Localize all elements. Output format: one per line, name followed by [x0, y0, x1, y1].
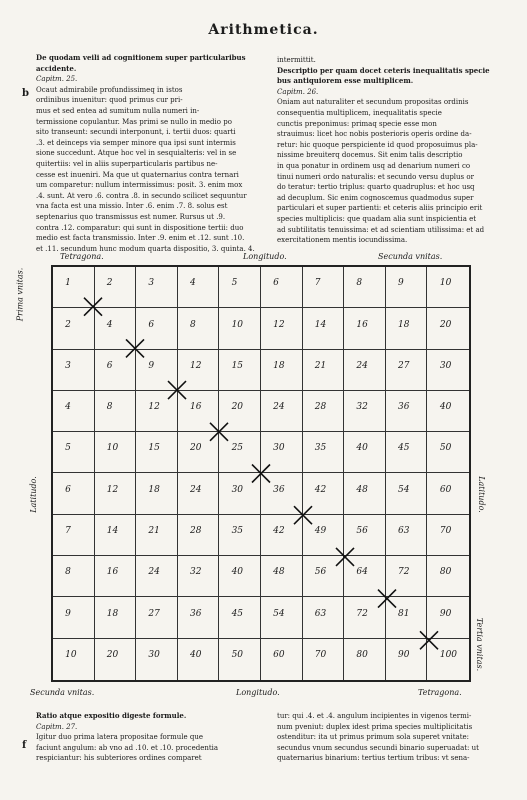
- table-cell: [53, 391, 95, 432]
- table-cell: [427, 308, 469, 349]
- cell-value: 50: [231, 650, 244, 661]
- cell-value: 48: [273, 567, 285, 578]
- text-line: ordinibus inuenitur: quod primus cur pri-: [36, 96, 183, 105]
- table-cell: [136, 473, 178, 514]
- table-cell: [427, 350, 469, 391]
- cell-value: 40: [231, 567, 244, 578]
- left-caption: Capitm. 25.: [36, 75, 78, 84]
- text-line: num pveniut: duplex idest prima species multiplicitatis: [277, 722, 473, 731]
- table-cell: [95, 350, 137, 391]
- table-cell: [53, 267, 95, 308]
- table-cell: [427, 597, 469, 638]
- left-body: [36, 85, 258, 255]
- cell-value: 36: [189, 608, 202, 619]
- table-cell: [261, 597, 303, 638]
- table-cell: [303, 267, 345, 308]
- table-cell: [427, 556, 469, 597]
- cell-value: 15: [148, 443, 160, 454]
- label-bottom-right: Tetragona.: [418, 688, 462, 697]
- bottom-left-heading: Ratio atque expositio digeste formule.: [36, 711, 187, 720]
- text-line: tinui numeri ordo naturalis: et secundo versu duplus or: [277, 172, 474, 181]
- cell-value: 64: [356, 567, 368, 578]
- table-cell: [178, 391, 220, 432]
- cell-value: 21: [148, 526, 160, 537]
- text-line: in qua ponatur in ordinem usq ad denarium numeri co: [277, 161, 471, 170]
- cell-value: 7: [314, 278, 321, 289]
- cell-value: 3: [65, 360, 71, 371]
- table-cell: [386, 308, 428, 349]
- table-cell: [95, 639, 137, 680]
- cell-value: 35: [231, 526, 244, 537]
- cell-value: 25: [231, 443, 244, 454]
- cell-value: 10: [106, 443, 119, 454]
- table-cell: [261, 308, 303, 349]
- cell-value: 9: [65, 608, 71, 619]
- text-line: exercitationem mentis iocundissima.: [277, 236, 408, 245]
- cell-value: 70: [439, 526, 452, 537]
- table-cell: [178, 350, 220, 391]
- table-cell: [136, 432, 178, 473]
- label-right-mid: Latitudo.: [476, 476, 486, 513]
- cell-value: 2: [65, 319, 71, 330]
- cell-value: 63: [314, 608, 327, 619]
- cell-value: 42: [314, 484, 327, 495]
- table-cell: [136, 267, 178, 308]
- table-cell: [219, 267, 261, 308]
- table-cell: [427, 515, 469, 556]
- text-line: ad decuplum. Sic enim cognoscemus quadmodus super: [277, 193, 474, 202]
- table-cell: [344, 432, 386, 473]
- text-line: cesse est inueniri. Ma que ut quaternarius contra ternari: [36, 170, 239, 179]
- text-line: strauimus: licet hoc nobis posterioris operis ordine da-: [277, 130, 472, 139]
- label-left-mid: Latitudo.: [28, 476, 38, 513]
- label-top-left: Tetragona.: [60, 252, 104, 261]
- cell-value: 49: [314, 526, 327, 537]
- right-heading: Descriptio per quam docet ceteris inequalitatis specie bus antiquiorem esse multiplicem.: [277, 65, 490, 86]
- text-line: respiciantur: his subteriores ordines comparet: [36, 754, 202, 763]
- page-title: Arithmetica.: [208, 22, 319, 38]
- cell-value: 10: [231, 319, 244, 330]
- table-cell: [53, 473, 95, 514]
- table-cell: [344, 556, 386, 597]
- table-cell: [386, 432, 428, 473]
- table-cell: [344, 350, 386, 391]
- text-line: quaternarius binarium: tertius tertium tribus: vt sena-: [277, 754, 470, 763]
- table-cell: [261, 391, 303, 432]
- table-cell: [95, 432, 137, 473]
- cell-value: 81: [397, 608, 410, 619]
- cell-value: 10: [65, 650, 77, 661]
- cell-value: 14: [106, 526, 119, 537]
- cell-value: 20: [189, 443, 202, 454]
- table-cell: [178, 267, 220, 308]
- cell-value: 80: [439, 567, 452, 578]
- table-cell: [219, 391, 261, 432]
- cell-value: 27: [148, 608, 160, 619]
- cell-value: 8: [189, 319, 196, 330]
- table-cell: [427, 432, 469, 473]
- text-line: secundus vnum secundus secundi binario superuadat: ut: [277, 743, 479, 752]
- label-bottom-left: Secunda vnitas.: [30, 688, 95, 697]
- table-cell: [219, 350, 261, 391]
- table-cell: [261, 473, 303, 514]
- table-cell: [261, 350, 303, 391]
- table-cell: [303, 308, 345, 349]
- text-line: sito transeunt: secundi interponunt, i. tertii duos: quarti: [36, 128, 236, 137]
- cell-value: 2: [106, 278, 113, 289]
- left-column: [36, 53, 258, 254]
- table-cell: [178, 515, 220, 556]
- cell-value: 6: [148, 319, 155, 330]
- table-cell: [261, 267, 303, 308]
- cell-value: 4: [65, 402, 71, 413]
- text-line: particulari et super partienti: et ceteris aliis principio erit: [277, 204, 483, 213]
- text-line: sione succedunt. Atque hoc vel in sesquialteris: vel in se: [36, 149, 237, 158]
- text-line: consequentia multiplicem, inequalitatis specie: [277, 108, 442, 117]
- text-line: quitertiis: vel in aliis superparticularis partibus ne-: [36, 159, 218, 168]
- cell-value: 40: [189, 650, 202, 661]
- cell-value: 24: [356, 360, 368, 371]
- cell-value: 12: [189, 360, 202, 371]
- text-line: retur: hic quoque perspiciente id quod proposuimus pla-: [277, 140, 478, 149]
- cell-value: 4: [106, 319, 113, 330]
- table-cell: [344, 639, 386, 680]
- bottom-left-column: [36, 711, 258, 764]
- cell-value: 7: [65, 526, 71, 537]
- right-column: [277, 55, 499, 246]
- cell-value: 10: [439, 278, 452, 289]
- table-cell: [219, 432, 261, 473]
- label-bottom-center: Longitudo.: [236, 688, 280, 697]
- cell-value: 6: [65, 484, 71, 495]
- cell-value: 54: [273, 608, 285, 619]
- cell-value: 18: [148, 484, 160, 495]
- bottom-left-caption: Capitm. 27.: [36, 722, 78, 731]
- text-line: ad subtilitatis tenuissima: et ad scientiam utilissima: et ad: [277, 225, 485, 234]
- cell-value: 56: [314, 567, 327, 578]
- table-cell: [344, 515, 386, 556]
- cell-value: 35: [314, 443, 327, 454]
- cell-value: 16: [189, 402, 202, 413]
- cell-value: 24: [189, 484, 202, 495]
- text-line: cunctis preponimus: primaq specie esse mon: [277, 119, 437, 128]
- cell-value: 40: [356, 443, 368, 454]
- cell-value: 6: [106, 360, 113, 371]
- marginal-letter: b: [22, 88, 29, 99]
- multiplication-table: [51, 265, 471, 682]
- cell-value: 40: [439, 402, 452, 413]
- cell-value: 12: [148, 402, 160, 413]
- table-cell: [95, 391, 137, 432]
- table-cell: [386, 597, 428, 638]
- cell-value: 5: [231, 278, 238, 289]
- text-line: Oniam aut naturaliter et secundum propositas ordinis: [277, 98, 469, 107]
- table-cell: [303, 432, 345, 473]
- text-line: .4. sunt. At vero .6. contra .8. in secundo scilicet sequuntur: [36, 191, 247, 200]
- table-cell: [53, 556, 95, 597]
- table-cell: [53, 515, 95, 556]
- table-cell: [219, 515, 261, 556]
- table-cell: [136, 556, 178, 597]
- table-cell: [136, 597, 178, 638]
- cell-value: 45: [397, 443, 410, 454]
- right-lead: intermittit.: [277, 56, 316, 64]
- text-line: mus et sed entea ad sumitum nulla numeri in-: [36, 106, 200, 115]
- text-line: medio est facta transmissio. Inter .9. enim et .12. sunt .10.: [36, 234, 245, 243]
- table-cell: [53, 308, 95, 349]
- cell-value: 8: [65, 567, 71, 578]
- cell-value: 56: [356, 526, 368, 537]
- table-cell: [386, 556, 428, 597]
- cell-value: 6: [273, 278, 279, 289]
- table-cell: [178, 308, 220, 349]
- label-right-bottom: Tertia vnitas.: [475, 617, 485, 672]
- label-left-top: Prima vnitas.: [15, 267, 25, 322]
- text-line: vna facta est una missio. Inter .6. enim .7. 8. solus est: [36, 202, 228, 211]
- table-cell: [95, 473, 137, 514]
- table-cell: [344, 391, 386, 432]
- cell-value: 50: [439, 443, 452, 454]
- table-cell: [219, 473, 261, 514]
- table-cell: [427, 267, 469, 308]
- text-line: ostenditur: ita ut primus primum sola superet vnitate:: [277, 733, 470, 742]
- table-cell: [53, 350, 95, 391]
- cell-value: 36: [273, 484, 285, 495]
- right-caption: Capitm. 26.: [277, 87, 319, 96]
- cell-value: 16: [356, 319, 368, 330]
- text-line: faciunt angulum: ab vno ad .10. et .10. procedentia: [36, 743, 219, 752]
- cell-value: 8: [106, 402, 113, 413]
- text-line: species multiplicis: que quadam alia sunt inspicientia et: [277, 214, 477, 223]
- table-cell: [344, 597, 386, 638]
- table-cell: [136, 639, 178, 680]
- cell-value: 45: [231, 608, 244, 619]
- table-cell: [261, 432, 303, 473]
- cell-value: 42: [273, 526, 285, 537]
- text-line: Ocaut admirabile profundissimeq in istos: [36, 85, 183, 94]
- cell-value: 60: [439, 484, 452, 495]
- table-cell: [219, 639, 261, 680]
- cell-value: 3: [148, 278, 155, 289]
- cell-value: 20: [106, 650, 119, 661]
- table-cell: [95, 308, 137, 349]
- cell-value: 15: [231, 360, 244, 371]
- table-cell: [53, 597, 95, 638]
- table-cell: [178, 432, 220, 473]
- table-cell: [261, 639, 303, 680]
- table-cell: [136, 515, 178, 556]
- cell-value: 24: [148, 567, 160, 578]
- cell-value: 100: [439, 650, 458, 661]
- cell-value: 21: [314, 360, 327, 371]
- table-cell: [53, 639, 95, 680]
- text-line: .3. et deinceps via semper minore qua ipsi sunt intermis: [36, 138, 236, 147]
- cell-value: 72: [397, 567, 410, 578]
- text-line: do teratur: tertio triplus: quarto quadruplus: et hoc usq: [277, 183, 475, 192]
- table-cell: [303, 515, 345, 556]
- label-top-center: Longitudo.: [243, 252, 287, 261]
- table-cell: [178, 639, 220, 680]
- cell-value: 20: [231, 402, 244, 413]
- cell-value: 48: [356, 484, 368, 495]
- table-cell: [178, 473, 220, 514]
- cell-value: 90: [439, 608, 452, 619]
- table-cell: [261, 556, 303, 597]
- table-cell: [303, 391, 345, 432]
- cell-value: 63: [397, 526, 410, 537]
- cell-value: 30: [439, 360, 452, 371]
- text-line: contra .12. comparatur: qui sunt in dispositione tertii: duo: [36, 223, 244, 232]
- cell-value: 30: [231, 484, 244, 495]
- table-cell: [386, 391, 428, 432]
- text-line: um comparetur: nullum intermissimus: posit. 3. enim mox: [36, 181, 243, 190]
- table-cell: [386, 350, 428, 391]
- cell-value: 18: [106, 608, 119, 619]
- cell-value: 80: [356, 650, 368, 661]
- cell-value: 18: [397, 319, 410, 330]
- cell-value: 16: [106, 567, 119, 578]
- cell-value: 8: [356, 278, 363, 289]
- cell-value: 28: [314, 402, 327, 413]
- cell-value: 30: [273, 443, 285, 454]
- label-top-right: Secunda vnitas.: [378, 252, 443, 261]
- text-line: tur: qui .4. et .4. angulum incipientes in vigenos termi-: [277, 712, 472, 720]
- table-cell: [303, 473, 345, 514]
- text-line: septenarius quo transmissus est numer. Rursus ut .9.: [36, 212, 226, 221]
- cell-value: 72: [356, 608, 368, 619]
- table-cell: [386, 639, 428, 680]
- table-cell: [95, 597, 137, 638]
- cell-value: 54: [397, 484, 410, 495]
- table-cell: [344, 308, 386, 349]
- table-cell: [427, 639, 469, 680]
- text-line: nissime breuiterq docemus. Sit enim talis descriptio: [277, 151, 463, 160]
- cell-value: 5: [65, 443, 71, 454]
- cell-value: 20: [439, 319, 452, 330]
- cell-value: 27: [397, 360, 410, 371]
- cell-value: 28: [189, 526, 202, 537]
- text-line: Igitur duo prima latera propositae formule que: [36, 733, 203, 742]
- table-cell: [303, 556, 345, 597]
- table-cell: [219, 308, 261, 349]
- cell-value: 9: [148, 360, 155, 371]
- table-cell: [95, 267, 137, 308]
- table-cell: [219, 556, 261, 597]
- table-cell: [95, 556, 137, 597]
- cell-value: 14: [314, 319, 327, 330]
- cell-value: 18: [273, 360, 285, 371]
- cell-value: 1: [65, 278, 71, 289]
- cell-value: 70: [314, 650, 327, 661]
- table-cell: [136, 308, 178, 349]
- table-cell: [303, 350, 345, 391]
- cell-value: 32: [356, 402, 368, 413]
- table-cell: [136, 391, 178, 432]
- table-cell: [178, 597, 220, 638]
- cell-value: 30: [148, 650, 160, 661]
- table-cell: [427, 473, 469, 514]
- right-body: [277, 97, 499, 245]
- table-cell: [427, 391, 469, 432]
- text-line: et .11. secundum hunc modum quarta dispositio, 3. quinta. 4.: [36, 244, 255, 253]
- table-cell: [136, 350, 178, 391]
- table-cell: [344, 473, 386, 514]
- text-line: termissione copulantur. Mas primi se nullo in medio po: [36, 117, 232, 126]
- cell-value: 4: [189, 278, 196, 289]
- cell-value: 9: [397, 278, 404, 289]
- cell-value: 60: [273, 650, 285, 661]
- cell-value: 36: [397, 402, 410, 413]
- bottom-right-column: [277, 711, 499, 764]
- table-cell: [303, 597, 345, 638]
- table-cell: [386, 267, 428, 308]
- cell-value: 32: [189, 567, 202, 578]
- left-heading: De quodam veili ad cognitionem super particularibus accidente.: [36, 53, 246, 73]
- table-cell: [95, 515, 137, 556]
- table-cell: [219, 597, 261, 638]
- cell-value: 12: [273, 319, 285, 330]
- cell-value: 12: [106, 484, 119, 495]
- table-cell: [53, 432, 95, 473]
- cell-value: 24: [273, 402, 285, 413]
- table-cell: [303, 639, 345, 680]
- table-cell: [178, 556, 220, 597]
- cell-value: 90: [397, 650, 410, 661]
- marginal-letter: f: [22, 740, 27, 751]
- table-cell: [386, 515, 428, 556]
- table-cell: [386, 473, 428, 514]
- table-cell: [344, 267, 386, 308]
- table-cell: [261, 515, 303, 556]
